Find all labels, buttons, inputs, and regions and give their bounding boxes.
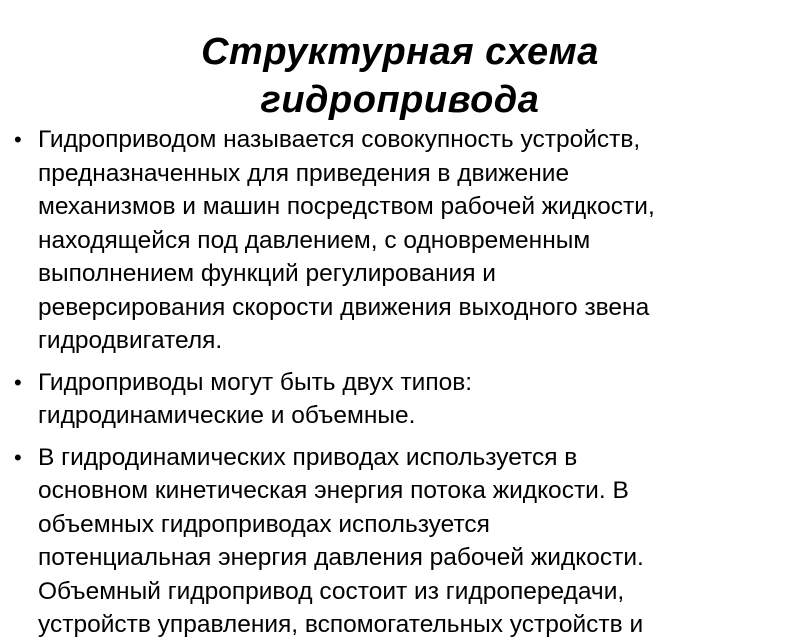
- bullet-text-line: потенциальная энергия давления рабочей жидкости.: [38, 544, 644, 571]
- bullet-text-line: Гидроприводы могут быть двух типов:: [38, 368, 473, 396]
- slide-title-line-1: Структурная схема: [201, 31, 599, 73]
- bullet-text-line: выполнением функций регулирования и: [38, 260, 496, 287]
- bullet-item-energy: [14, 441, 798, 642]
- bullet-item-types: [14, 366, 798, 433]
- bullet-dot-icon: •: [14, 444, 22, 470]
- bullet-text-line: основном кинетическая энергия потока жидкости. В: [38, 477, 629, 504]
- bullet-dot-icon: •: [14, 369, 22, 395]
- bullet-text-line: гидродвигателя.: [38, 327, 223, 354]
- bullet-text-line: предназначенных для приведения в движение: [38, 159, 570, 187]
- bullet-list: [14, 123, 798, 642]
- bullet-text-line: Гидроприводом называется совокупность устройств,: [38, 126, 641, 153]
- bullet-item-definition: [14, 123, 798, 358]
- bullet-text-line: Объемный гидропривод состоит из гидропередачи,: [38, 577, 625, 605]
- bullet-dot-icon: •: [14, 127, 22, 152]
- bullet-text-line: реверсирования скорости движения выходного звена: [38, 293, 650, 321]
- bullet-text-line: находящейся под давлением, с одновременным: [38, 226, 591, 254]
- bullet-text-line: объемных гидроприводах используется: [38, 510, 490, 538]
- slide-title-line-2: гидропривода: [260, 79, 540, 121]
- bullet-text-line: гидродинамические и объемные.: [38, 402, 416, 429]
- bullet-text-line: механизмов и машин посредством рабочей жидкости,: [38, 193, 655, 220]
- bullet-text-line: В гидродинамических приводах используется в: [38, 443, 578, 471]
- bullet-text-line: устройств управления, вспомогательных устройств и: [38, 611, 644, 638]
- slide-title: [0, 28, 800, 124]
